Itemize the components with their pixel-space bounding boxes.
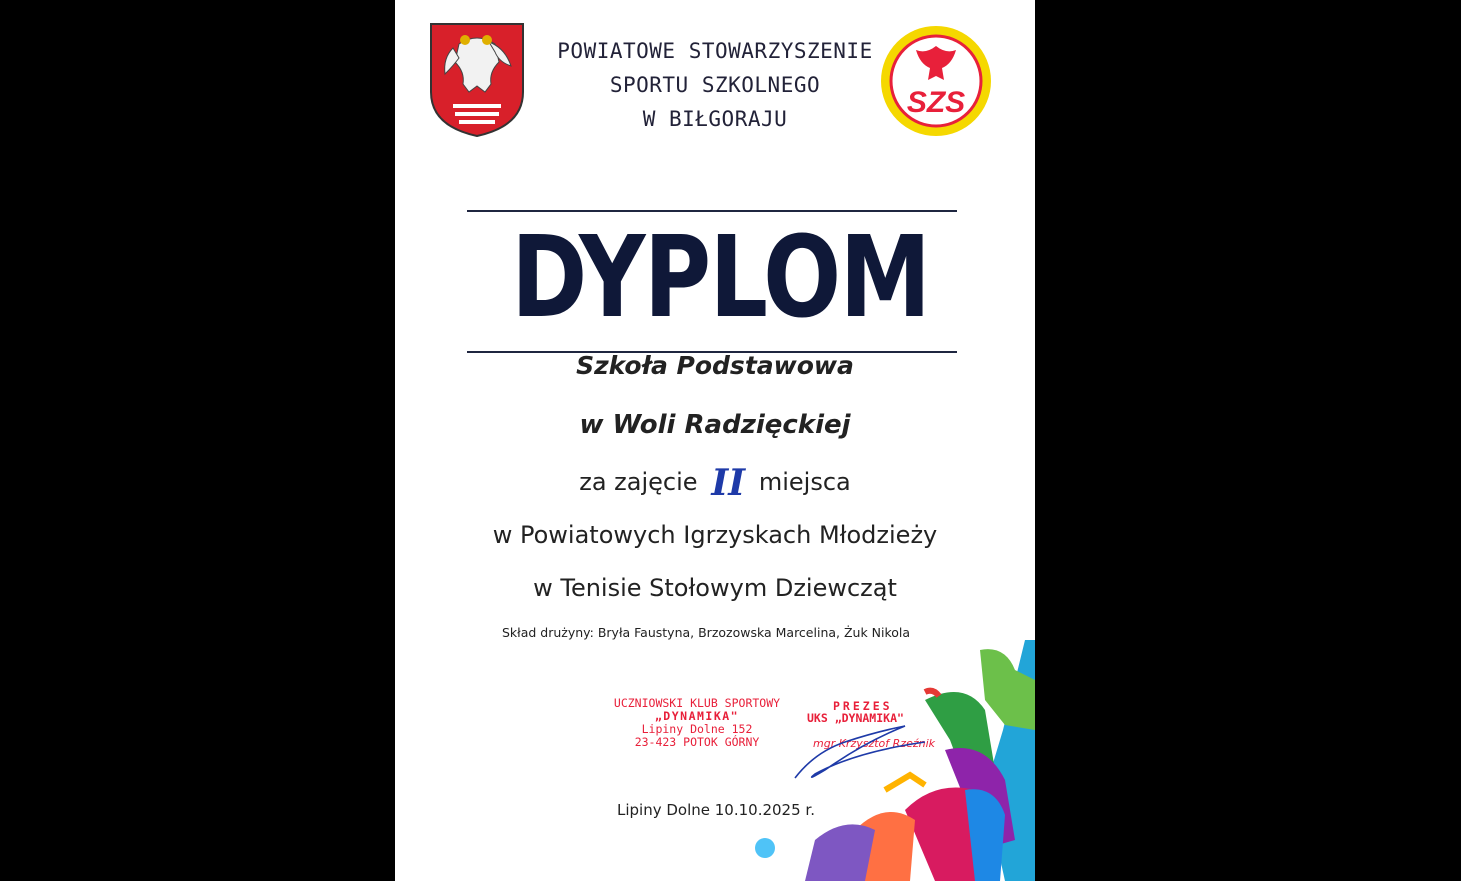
place-suffix: miejsca	[758, 468, 851, 496]
school-town: w Woli Radzięckiej	[579, 410, 851, 440]
sports-silhouettes-icon	[735, 640, 1035, 881]
organization-name	[545, 34, 885, 136]
event-name: w Powiatowych Igrzyskach Młodzieży	[492, 521, 938, 549]
president-stamp-org: UKS „DYNAMIKA"	[807, 711, 904, 725]
diploma-sheet	[395, 0, 1035, 881]
place-prefix: za zajęcie	[579, 468, 698, 496]
club-stamp-line-4: 23-423 POTOK GÓRNY	[634, 735, 760, 749]
place-line	[395, 462, 1035, 504]
club-stamp-line-2: „DYNAMIKA"	[654, 709, 740, 723]
team-roster: Skład drużyny: Bryła Faustyna, Brzozowska Marcelina, Żuk Nikola	[502, 625, 911, 640]
organization-line-2: SPORTU SZKOLNEGO	[609, 73, 821, 97]
sport-name: w Tenisie Stołowym Dziewcząt	[533, 574, 897, 602]
president-stamp-name: mgr Krzysztof Rzeźnik	[813, 737, 936, 750]
organization-line-1: POWIATOWE STOWARZYSZENIE	[557, 39, 873, 63]
organization-line-3: W BIŁGORAJU	[642, 107, 788, 131]
county-coat-of-arms-icon	[429, 22, 525, 138]
president-stamp-title: PREZES	[833, 699, 893, 713]
szs-logo-icon	[879, 24, 993, 138]
diploma-title: DYPLOM	[511, 213, 930, 343]
school-name: Szkoła Podstawowa	[576, 351, 854, 380]
issue-date: Lipiny Dolne 10.10.2025 r.	[617, 801, 815, 819]
handwritten-place-number: II	[711, 462, 746, 504]
title-top-rule	[467, 210, 957, 212]
szs-logo-text: SZS	[906, 86, 966, 119]
club-stamp-line-1: UCZNIOWSKI KLUB SPORTOWY	[613, 696, 781, 710]
club-stamp-line-3: Lipiny Dolne 152	[641, 722, 753, 736]
